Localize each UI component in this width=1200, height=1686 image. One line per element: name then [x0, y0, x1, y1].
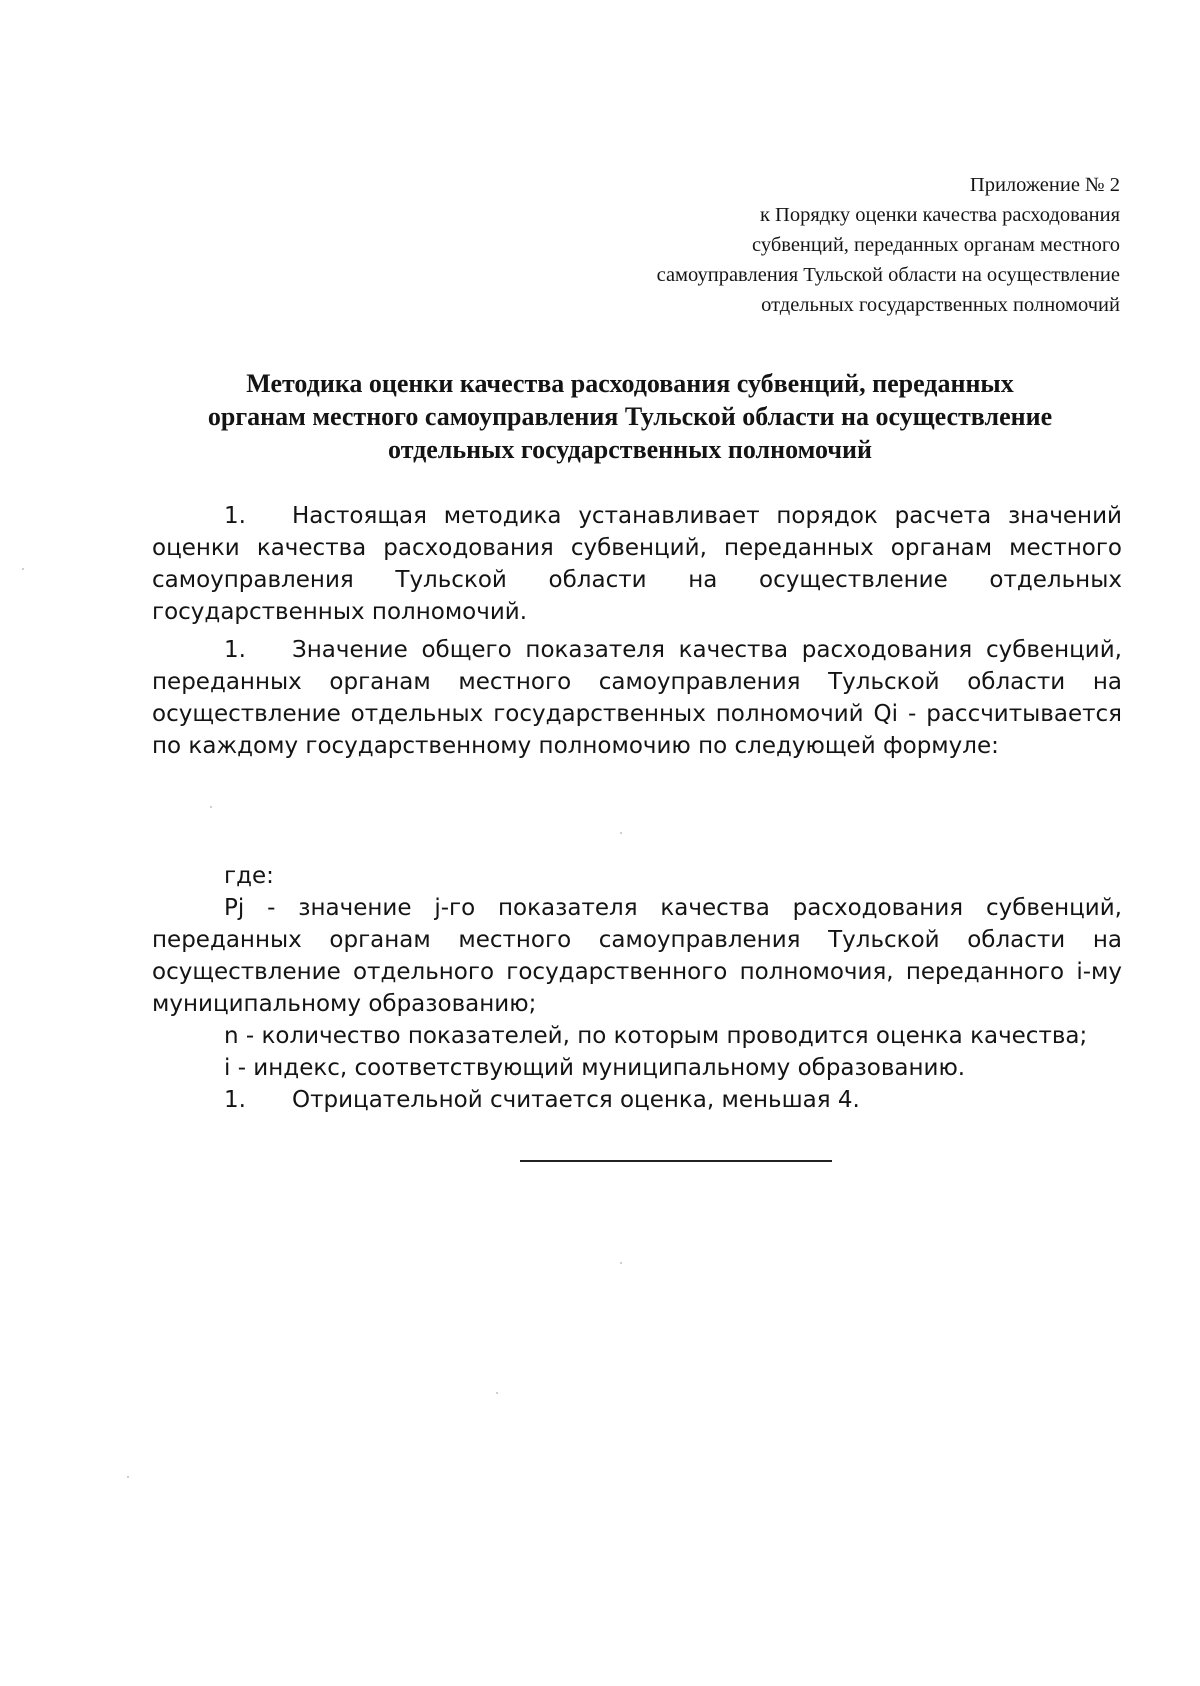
title-line: отдельных государственных полномочий	[388, 435, 872, 464]
where-label: где:	[224, 863, 274, 889]
n-definition	[152, 1020, 1122, 1052]
paragraph-3	[152, 1084, 1122, 1116]
i-definition	[152, 1052, 1122, 1084]
paragraph-text: Настоящая методика устанавливает порядок расчета значений оценки качества расходования субвенций, переданных органам местного самоуправления Тульской области на осуществление отдельных государственных полномочий.	[152, 503, 1122, 625]
appendix-header	[500, 170, 1120, 320]
scan-speck	[496, 1392, 498, 1394]
title-line: Методика оценки качества расходования субвенций, переданных	[246, 369, 1014, 398]
definition-text: Pj - значение j-го показателя качества расходования субвенций, переданных органам местного самоуправления Тульской области на осуществление отдельного государственного полномочия, переданного i-му муниципальному образованию;	[152, 895, 1122, 1017]
appendix-line: к Порядку оценки качества расходования	[759, 204, 1120, 226]
scan-speck	[620, 1262, 622, 1264]
paragraph-1	[152, 500, 1122, 628]
paragraph-text: Отрицательной считается оценка, меньшая 4.	[292, 1087, 860, 1113]
paragraph-number: 1.	[224, 637, 246, 663]
appendix-line: субвенций, переданных органам местного	[752, 234, 1120, 256]
paragraph-number: 1.	[224, 503, 246, 529]
scan-speck	[210, 806, 212, 808]
definition-text: i - индекс, соответствующий муниципальному образованию.	[224, 1055, 966, 1081]
definition-text: n - количество показателей, по которым проводится оценка качества;	[224, 1023, 1088, 1049]
scan-speck	[127, 1476, 129, 1478]
paragraph-number: 1.	[224, 1087, 246, 1113]
scan-speck	[620, 832, 622, 834]
appendix-line: самоуправления Тульской области на осуществление	[656, 264, 1120, 286]
pj-definition	[152, 892, 1122, 1020]
appendix-line: отдельных государственных полномочий	[761, 294, 1120, 316]
paragraph-text: Значение общего показателя качества расходования субвенций, переданных органам местного самоуправления Тульской области на осуществление отдельных государственных полномочий Qi - рассчитывается по каждому государственному полномочию по следующей формуле:	[152, 637, 1122, 759]
closing-rule	[520, 1160, 832, 1162]
paragraph-2	[152, 634, 1122, 762]
scan-speck	[22, 568, 24, 570]
document-title	[150, 367, 1110, 466]
definition-spacer	[152, 895, 224, 921]
title-line: органам местного самоуправления Тульской области на осуществление	[207, 402, 1053, 431]
where-label-block	[152, 860, 1122, 892]
appendix-line: Приложение № 2	[969, 174, 1120, 196]
